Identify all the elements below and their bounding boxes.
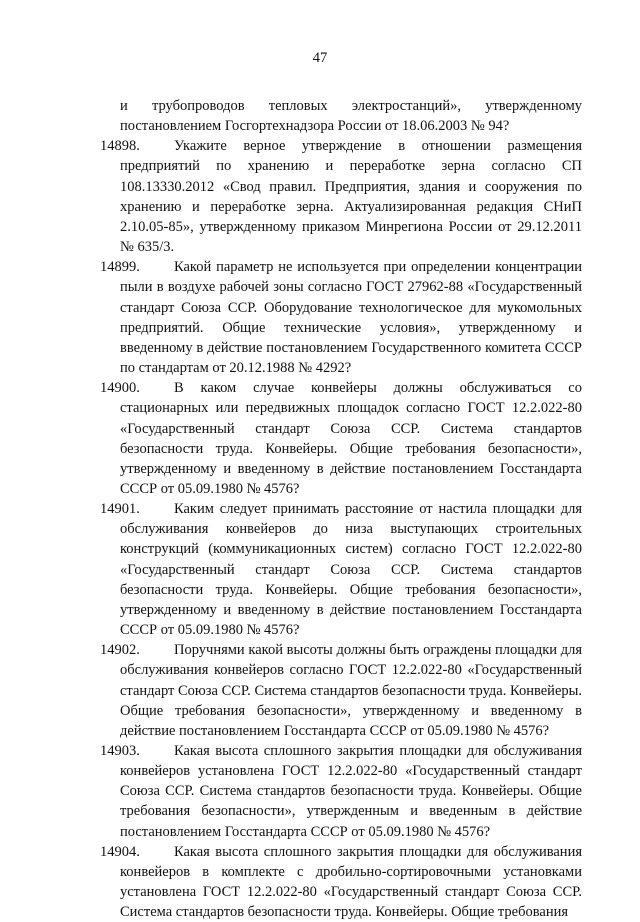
question-number: 14900. (100, 380, 140, 397)
page-number: 47 (312, 50, 328, 66)
question-text: Поручнями какой высоты должны быть ограждены площадки для обслуживания конвейеров согласно ГОСТ 12.2.022-80 «Государственный стандарт Союза ССР. Система стандартов безопасности труда. Конвейеры. Общие требования безопасности», утвержденному и введенному в действие постановлением Госстандарта СССР от 05.09.1980 № 4576? (120, 642, 582, 739)
question-list (100, 96, 582, 922)
question-number: 14901. (100, 501, 140, 518)
question-number: 14902. (100, 642, 140, 659)
question-item (100, 136, 582, 257)
question-number: 14899. (100, 259, 140, 276)
question-text: В каком случае конвейеры должны обслуживаться со стационарных или передвижных площадок согласно ГОСТ 12.2.022-80 «Государственный стандарт Союза ССР. Система стандартов безопасности труда. Конвейеры. Общие требования безопасности», утвержденному и введенному в действие постановлением Госстандарта СССР от 05.09.1980 № 4576? (120, 380, 582, 497)
question-item (100, 499, 582, 640)
question-item (100, 378, 582, 499)
question-item (100, 640, 582, 741)
question-number: 14904. (100, 843, 140, 860)
question-continuation (120, 96, 582, 136)
question-item (100, 842, 582, 922)
question-text: Каким следует принимать расстояние от настила площадки для обслуживания конвейеров до низа выступающих строительных конструкций (коммуникационных систем) согласно ГОСТ 12.2.022-80 «Государственный стандарт Союза ССР. Система стандартов безопасности труда. Конвейеры. Общие требования безопасности», утвержденному и введенному в действие постановлением Госстандарта СССР от 05.09.1980 № 4576? (120, 501, 582, 639)
question-text: Какая высота сплошного закрытия площадки для обслуживания конвейеров в комплекте с дробильно-сортировочными установками установлена ГОСТ 12.2.022-80 «Государственный стандарт Союза ССР. Система стандартов безопасности труда. Конвейеры. Общие требования (120, 843, 582, 921)
question-item (100, 741, 582, 842)
question-text: Какая высота сплошного закрытия площадки для обслуживания конвейеров установлена ГОСТ 12.2.022-80 «Государственный стандарт Союза ССР. Система стандартов безопасности труда. Конвейеры. Общие требования безопасности», утвержденным и введенным в действие постановлением Госстандарта СССР от 05.09.1980 № 4576? (120, 743, 582, 840)
question-number: 14903. (100, 743, 140, 759)
question-text: Какой параметр не используется при определении концентрации пыли в воздухе рабочей зоны согласно ГОСТ 27962-88 «Государственный стандарт Союза ССР. Оборудование технологическое для мукомольных предприятий. Общие технические условия», утвержденному и введенному в действие постановлением Государственного комитета СССР по стандартам от 20.12.1988 № 4292? (120, 259, 582, 377)
question-item (100, 257, 582, 378)
question-text: Укажите верное утверждение в отношении размещения предприятий по хранению и переработке зерна согласно СП 108.13330.2012 «Свод правил. Предприятия, здания и сооружения по хранению и переработке зерна. Актуализированная редакция СНиП 2.10.05-85», утвержденному приказом Минрегиона России от 29.12.2011 № 635/3. (120, 138, 582, 256)
question-text: и трубопроводов тепловых электростанций», утвержденному постановлением Госгортехнадзора России от 18.06.2003 № 94? (120, 98, 582, 135)
question-number: 14898. (100, 138, 140, 155)
